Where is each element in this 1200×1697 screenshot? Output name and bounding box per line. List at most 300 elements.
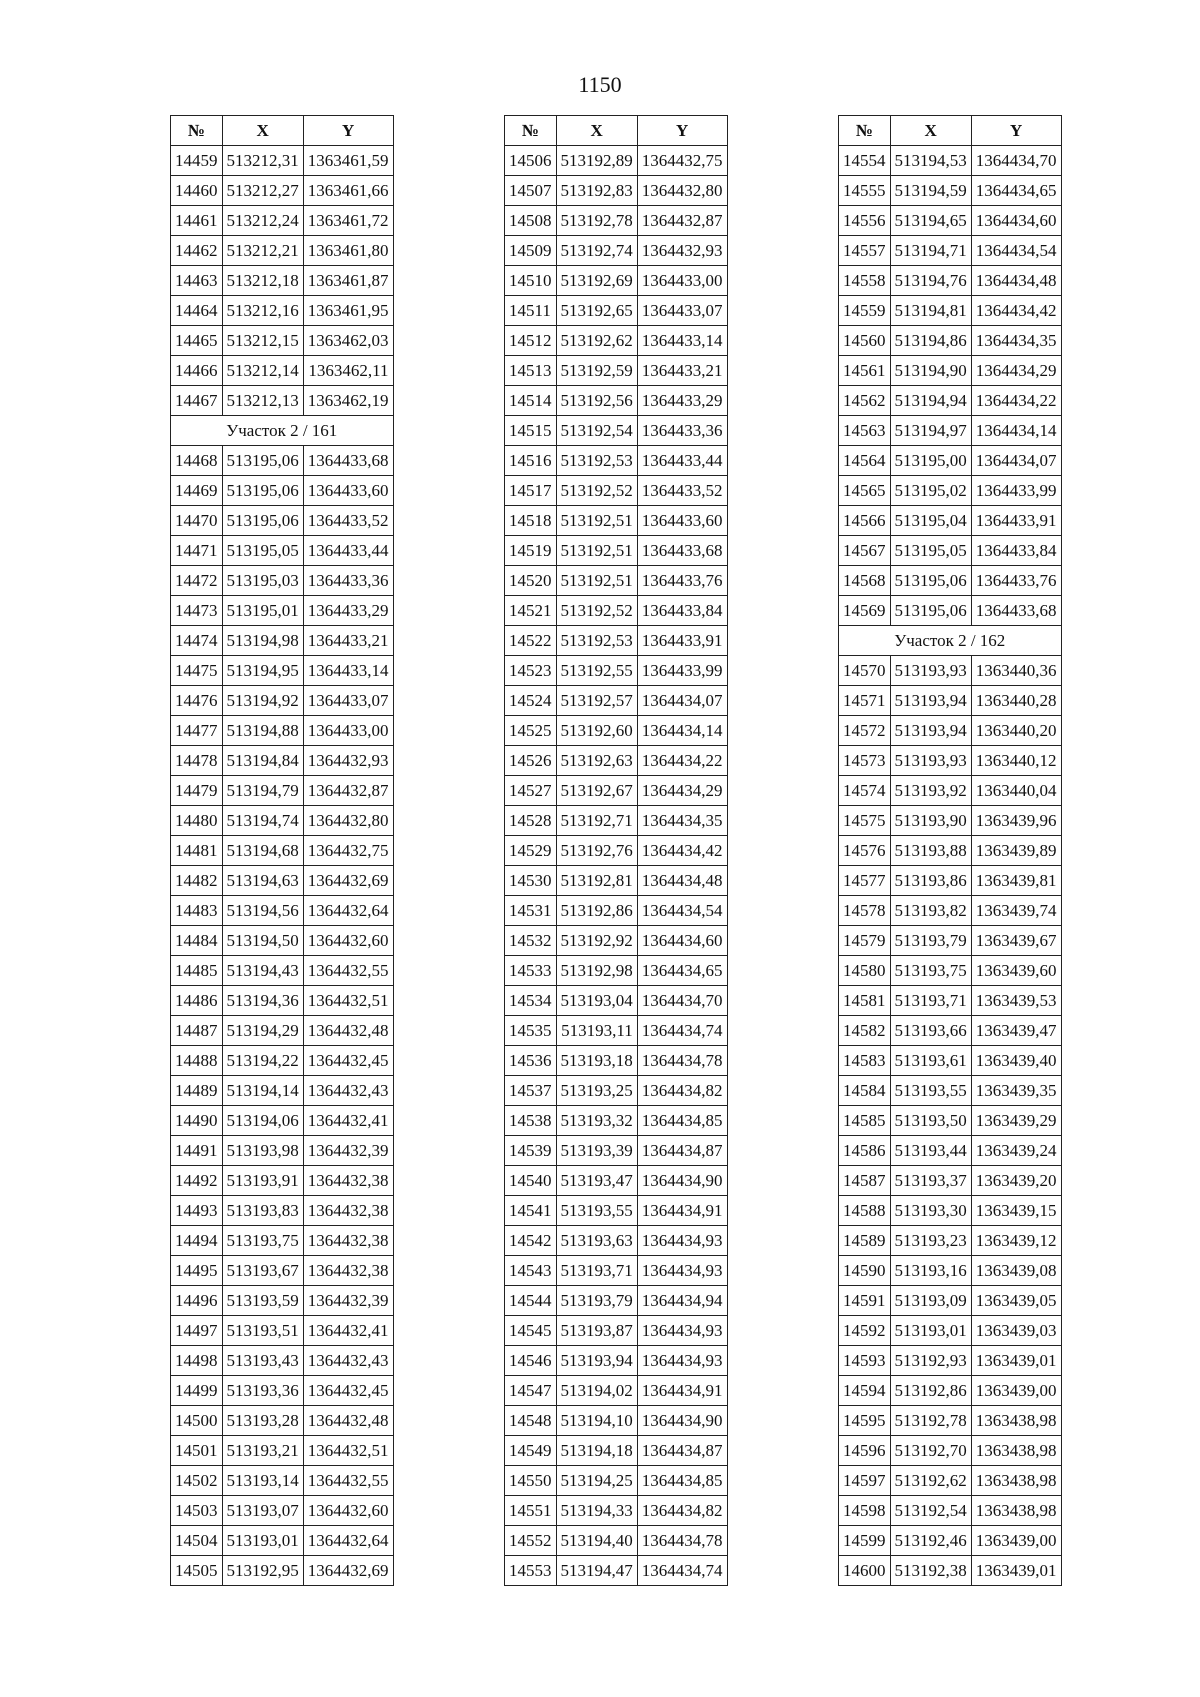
- cell-y: 1364434,91: [637, 1376, 727, 1406]
- table-row: [505, 806, 728, 836]
- table-row: [171, 1406, 394, 1436]
- cell-y: 1364433,36: [303, 566, 393, 596]
- table-row: [171, 1496, 394, 1526]
- table-row: [839, 206, 1062, 236]
- cell-y: 1364434,60: [971, 206, 1061, 236]
- table-row: [171, 386, 394, 416]
- cell-y: 1364434,42: [971, 296, 1061, 326]
- table-row: [839, 356, 1062, 386]
- table-row: [171, 476, 394, 506]
- cell-y: 1363439,67: [971, 926, 1061, 956]
- cell-y: 1363439,29: [971, 1106, 1061, 1136]
- cell-y: 1364433,68: [303, 446, 393, 476]
- column-header: №: [839, 116, 891, 146]
- cell-x: 513195,01: [222, 596, 303, 626]
- cell-y: 1364433,68: [971, 596, 1061, 626]
- cell-y: 1364432,64: [303, 896, 393, 926]
- table-row: [505, 1046, 728, 1076]
- cell-num: 14562: [839, 386, 891, 416]
- cell-x: 513194,47: [556, 1556, 637, 1586]
- table-row: [839, 896, 1062, 926]
- cell-num: 14566: [839, 506, 891, 536]
- cell-x: 513193,36: [222, 1376, 303, 1406]
- table-row: [505, 566, 728, 596]
- cell-y: 1364432,51: [303, 986, 393, 1016]
- table-row: [839, 1526, 1062, 1556]
- cell-num: 14522: [505, 626, 557, 656]
- cell-num: 14465: [171, 326, 223, 356]
- cell-num: 14564: [839, 446, 891, 476]
- table-row: [171, 1316, 394, 1346]
- column-header: №: [171, 116, 223, 146]
- cell-x: 513212,21: [222, 236, 303, 266]
- cell-y: 1364433,00: [303, 716, 393, 746]
- cell-x: 513193,94: [890, 686, 971, 716]
- table-row: [171, 866, 394, 896]
- cell-x: 513193,71: [556, 1256, 637, 1286]
- cell-x: 513193,82: [890, 896, 971, 926]
- table-row: [171, 146, 394, 176]
- cell-y: 1363461,59: [303, 146, 393, 176]
- cell-x: 513192,98: [556, 956, 637, 986]
- cell-num: 14491: [171, 1136, 223, 1166]
- table-row: [505, 656, 728, 686]
- cell-x: 513192,53: [556, 446, 637, 476]
- cell-x: 513194,02: [556, 1376, 637, 1406]
- cell-num: 14592: [839, 1316, 891, 1346]
- table-row: [505, 176, 728, 206]
- cell-x: 513192,86: [556, 896, 637, 926]
- cell-y: 1364434,90: [637, 1166, 727, 1196]
- cell-x: 513194,50: [222, 926, 303, 956]
- table-row: [171, 506, 394, 536]
- cell-x: 513194,90: [890, 356, 971, 386]
- cell-x: 513194,98: [222, 626, 303, 656]
- cell-num: 14504: [171, 1526, 223, 1556]
- cell-num: 14537: [505, 1076, 557, 1106]
- cell-num: 14570: [839, 656, 891, 686]
- coordinate-table-1: [170, 115, 394, 1586]
- cell-y: 1364432,93: [637, 236, 727, 266]
- table-row: [505, 896, 728, 926]
- table-row: [505, 1016, 728, 1046]
- cell-y: 1363462,03: [303, 326, 393, 356]
- cell-x: 513193,09: [890, 1286, 971, 1316]
- table-row: [505, 206, 728, 236]
- cell-num: 14536: [505, 1046, 557, 1076]
- table-row: [839, 266, 1062, 296]
- table-header-row: [839, 116, 1062, 146]
- cell-num: 14589: [839, 1226, 891, 1256]
- cell-num: 14561: [839, 356, 891, 386]
- cell-num: 14554: [839, 146, 891, 176]
- cell-x: 513193,59: [222, 1286, 303, 1316]
- cell-y: 1364432,64: [303, 1526, 393, 1556]
- cell-x: 513192,70: [890, 1436, 971, 1466]
- cell-num: 14501: [171, 1436, 223, 1466]
- table-row: [171, 686, 394, 716]
- table-row: [505, 1526, 728, 1556]
- cell-y: 1364433,91: [971, 506, 1061, 536]
- cell-x: 513193,93: [890, 656, 971, 686]
- table-row: [171, 536, 394, 566]
- cell-x: 513193,23: [890, 1226, 971, 1256]
- table-row: [171, 776, 394, 806]
- cell-x: 513193,92: [890, 776, 971, 806]
- cell-num: 14497: [171, 1316, 223, 1346]
- cell-y: 1364432,43: [303, 1346, 393, 1376]
- section-row: [839, 626, 1062, 656]
- table-row: [171, 566, 394, 596]
- cell-num: 14597: [839, 1466, 891, 1496]
- cell-num: 14595: [839, 1406, 891, 1436]
- table-row: [171, 356, 394, 386]
- cell-num: 14557: [839, 236, 891, 266]
- cell-num: 14596: [839, 1436, 891, 1466]
- cell-num: 14594: [839, 1376, 891, 1406]
- table-row: [505, 1436, 728, 1466]
- cell-num: 14474: [171, 626, 223, 656]
- table-row: [839, 866, 1062, 896]
- cell-y: 1363439,81: [971, 866, 1061, 896]
- cell-y: 1364432,93: [303, 746, 393, 776]
- table-row: [171, 656, 394, 686]
- cell-x: 513194,76: [890, 266, 971, 296]
- table-row: [839, 446, 1062, 476]
- cell-num: 14560: [839, 326, 891, 356]
- cell-num: 14546: [505, 1346, 557, 1376]
- cell-y: 1364432,38: [303, 1166, 393, 1196]
- cell-x: 513193,14: [222, 1466, 303, 1496]
- cell-num: 14580: [839, 956, 891, 986]
- cell-y: 1363438,98: [971, 1496, 1061, 1526]
- cell-y: 1364433,44: [303, 536, 393, 566]
- cell-y: 1364433,91: [637, 626, 727, 656]
- cell-num: 14515: [505, 416, 557, 446]
- cell-x: 513195,05: [222, 536, 303, 566]
- table-row: [171, 746, 394, 776]
- cell-y: 1363440,20: [971, 716, 1061, 746]
- cell-x: 513193,04: [556, 986, 637, 1016]
- cell-x: 513194,14: [222, 1076, 303, 1106]
- cell-y: 1364434,22: [637, 746, 727, 776]
- cell-y: 1364432,75: [637, 146, 727, 176]
- cell-y: 1364433,99: [971, 476, 1061, 506]
- cell-y: 1363461,66: [303, 176, 393, 206]
- table-row: [171, 236, 394, 266]
- cell-num: 14558: [839, 266, 891, 296]
- cell-y: 1364433,68: [637, 536, 727, 566]
- cell-x: 513194,63: [222, 866, 303, 896]
- cell-x: 513193,88: [890, 836, 971, 866]
- cell-num: 14572: [839, 716, 891, 746]
- cell-x: 513192,52: [556, 476, 637, 506]
- cell-x: 513194,88: [222, 716, 303, 746]
- cell-x: 513192,78: [890, 1406, 971, 1436]
- cell-y: 1364433,07: [303, 686, 393, 716]
- cell-y: 1363438,98: [971, 1466, 1061, 1496]
- cell-x: 513194,06: [222, 1106, 303, 1136]
- cell-x: 513194,43: [222, 956, 303, 986]
- cell-num: 14510: [505, 266, 557, 296]
- cell-num: 14512: [505, 326, 557, 356]
- cell-y: 1363440,28: [971, 686, 1061, 716]
- cell-x: 513193,50: [890, 1106, 971, 1136]
- table-row: [171, 1556, 394, 1586]
- cell-x: 513193,30: [890, 1196, 971, 1226]
- cell-x: 513192,56: [556, 386, 637, 416]
- cell-x: 513192,89: [556, 146, 637, 176]
- cell-x: 513194,40: [556, 1526, 637, 1556]
- cell-num: 14551: [505, 1496, 557, 1526]
- cell-num: 14539: [505, 1136, 557, 1166]
- cell-y: 1364434,70: [971, 146, 1061, 176]
- cell-x: 513192,52: [556, 596, 637, 626]
- cell-num: 14599: [839, 1526, 891, 1556]
- cell-x: 513193,90: [890, 806, 971, 836]
- section-row: [171, 416, 394, 446]
- cell-num: 14476: [171, 686, 223, 716]
- cell-num: 14468: [171, 446, 223, 476]
- cell-y: 1363461,80: [303, 236, 393, 266]
- cell-x: 513192,62: [556, 326, 637, 356]
- cell-y: 1363439,24: [971, 1136, 1061, 1166]
- table-row: [171, 1286, 394, 1316]
- cell-num: 14488: [171, 1046, 223, 1076]
- table-row: [505, 956, 728, 986]
- cell-x: 513193,28: [222, 1406, 303, 1436]
- cell-num: 14464: [171, 296, 223, 326]
- cell-y: 1364433,14: [303, 656, 393, 686]
- table-row: [839, 146, 1062, 176]
- cell-x: 513192,62: [890, 1466, 971, 1496]
- cell-num: 14461: [171, 206, 223, 236]
- cell-x: 513212,18: [222, 266, 303, 296]
- cell-x: 513195,06: [890, 566, 971, 596]
- cell-x: 513195,06: [890, 596, 971, 626]
- cell-num: 14520: [505, 566, 557, 596]
- cell-y: 1364432,55: [303, 956, 393, 986]
- table-row: [839, 1316, 1062, 1346]
- cell-x: 513193,63: [556, 1226, 637, 1256]
- cell-x: 513192,51: [556, 536, 637, 566]
- cell-num: 14459: [171, 146, 223, 176]
- cell-x: 513192,81: [556, 866, 637, 896]
- cell-num: 14529: [505, 836, 557, 866]
- cell-num: 14484: [171, 926, 223, 956]
- cell-y: 1364433,76: [971, 566, 1061, 596]
- cell-num: 14600: [839, 1556, 891, 1586]
- cell-y: 1364434,78: [637, 1046, 727, 1076]
- column-header: Y: [971, 116, 1061, 146]
- cell-x: 513194,25: [556, 1466, 637, 1496]
- cell-num: 14583: [839, 1046, 891, 1076]
- table-row: [505, 1406, 728, 1436]
- cell-y: 1364434,94: [637, 1286, 727, 1316]
- cell-x: 513192,78: [556, 206, 637, 236]
- cell-y: 1364434,93: [637, 1346, 727, 1376]
- cell-x: 513193,91: [222, 1166, 303, 1196]
- coordinate-table-2: [504, 115, 728, 1586]
- cell-x: 513193,83: [222, 1196, 303, 1226]
- table-row: [839, 656, 1062, 686]
- cell-num: 14481: [171, 836, 223, 866]
- table-row: [839, 746, 1062, 776]
- section-title: Участок 2 / 161: [171, 416, 394, 446]
- cell-y: 1363440,36: [971, 656, 1061, 686]
- table-row: [171, 836, 394, 866]
- table-row: [839, 1406, 1062, 1436]
- cell-num: 14477: [171, 716, 223, 746]
- table-row: [505, 1556, 728, 1586]
- cell-num: 14590: [839, 1256, 891, 1286]
- cell-y: 1364434,60: [637, 926, 727, 956]
- cell-y: 1364433,36: [637, 416, 727, 446]
- cell-y: 1364434,35: [971, 326, 1061, 356]
- cell-y: 1364434,87: [637, 1436, 727, 1466]
- table-row: [839, 1106, 1062, 1136]
- cell-num: 14483: [171, 896, 223, 926]
- table-row: [505, 596, 728, 626]
- cell-num: 14573: [839, 746, 891, 776]
- table-row: [839, 566, 1062, 596]
- cell-num: 14532: [505, 926, 557, 956]
- cell-y: 1364434,91: [637, 1196, 727, 1226]
- cell-x: 513192,83: [556, 176, 637, 206]
- cell-x: 513193,79: [556, 1286, 637, 1316]
- table-row: [171, 1226, 394, 1256]
- table-row: [505, 986, 728, 1016]
- cell-x: 513193,07: [222, 1496, 303, 1526]
- cell-y: 1363439,89: [971, 836, 1061, 866]
- table-row: [505, 926, 728, 956]
- cell-x: 513193,47: [556, 1166, 637, 1196]
- cell-y: 1364433,99: [637, 656, 727, 686]
- cell-x: 513194,71: [890, 236, 971, 266]
- cell-x: 513192,63: [556, 746, 637, 776]
- cell-x: 513192,65: [556, 296, 637, 326]
- cell-y: 1364432,75: [303, 836, 393, 866]
- table-row: [505, 1106, 728, 1136]
- cell-num: 14475: [171, 656, 223, 686]
- table-row: [505, 146, 728, 176]
- cell-num: 14540: [505, 1166, 557, 1196]
- cell-y: 1364434,29: [971, 356, 1061, 386]
- cell-x: 513193,51: [222, 1316, 303, 1346]
- table-row: [505, 1136, 728, 1166]
- table-row: [171, 596, 394, 626]
- cell-num: 14487: [171, 1016, 223, 1046]
- table-row: [505, 1226, 728, 1256]
- cell-num: 14524: [505, 686, 557, 716]
- cell-num: 14469: [171, 476, 223, 506]
- cell-num: 14478: [171, 746, 223, 776]
- table-row: [505, 536, 728, 566]
- cell-x: 513192,38: [890, 1556, 971, 1586]
- cell-num: 14521: [505, 596, 557, 626]
- cell-y: 1364434,48: [637, 866, 727, 896]
- table-row: [839, 1226, 1062, 1256]
- cell-num: 14543: [505, 1256, 557, 1286]
- cell-x: 513193,01: [890, 1316, 971, 1346]
- cell-num: 14505: [171, 1556, 223, 1586]
- cell-y: 1364432,60: [303, 1496, 393, 1526]
- table-row: [839, 1046, 1062, 1076]
- cell-x: 513193,75: [222, 1226, 303, 1256]
- cell-x: 513192,59: [556, 356, 637, 386]
- table-row: [839, 1286, 1062, 1316]
- cell-y: 1364434,90: [637, 1406, 727, 1436]
- cell-num: 14542: [505, 1226, 557, 1256]
- table-row: [171, 1106, 394, 1136]
- cell-y: 1363439,47: [971, 1016, 1061, 1046]
- cell-num: 14579: [839, 926, 891, 956]
- cell-num: 14549: [505, 1436, 557, 1466]
- cell-y: 1364432,60: [303, 926, 393, 956]
- cell-x: 513194,81: [890, 296, 971, 326]
- table-row: [505, 626, 728, 656]
- cell-num: 14507: [505, 176, 557, 206]
- cell-num: 14513: [505, 356, 557, 386]
- cell-y: 1363439,12: [971, 1226, 1061, 1256]
- cell-x: 513193,16: [890, 1256, 971, 1286]
- table-row: [171, 956, 394, 986]
- cell-x: 513193,79: [890, 926, 971, 956]
- table-row: [505, 1346, 728, 1376]
- cell-num: 14514: [505, 386, 557, 416]
- cell-num: 14538: [505, 1106, 557, 1136]
- cell-num: 14563: [839, 416, 891, 446]
- cell-x: 513212,16: [222, 296, 303, 326]
- table-header-row: [505, 116, 728, 146]
- cell-y: 1363461,72: [303, 206, 393, 236]
- table-row: [839, 1466, 1062, 1496]
- table-row: [839, 536, 1062, 566]
- cell-y: 1364434,22: [971, 386, 1061, 416]
- cell-x: 513193,71: [890, 986, 971, 1016]
- cell-num: 14535: [505, 1016, 557, 1046]
- cell-y: 1364434,85: [637, 1106, 727, 1136]
- cell-num: 14568: [839, 566, 891, 596]
- cell-y: 1364434,82: [637, 1496, 727, 1526]
- table-row: [839, 986, 1062, 1016]
- cell-x: 513194,59: [890, 176, 971, 206]
- cell-y: 1363461,95: [303, 296, 393, 326]
- table-row: [171, 266, 394, 296]
- cell-y: 1364432,55: [303, 1466, 393, 1496]
- cell-y: 1364432,41: [303, 1316, 393, 1346]
- cell-x: 513193,55: [556, 1196, 637, 1226]
- cell-num: 14544: [505, 1286, 557, 1316]
- cell-num: 14470: [171, 506, 223, 536]
- table-row: [839, 1436, 1062, 1466]
- cell-num: 14586: [839, 1136, 891, 1166]
- table-row: [505, 236, 728, 266]
- cell-num: 14482: [171, 866, 223, 896]
- table-row: [505, 446, 728, 476]
- cell-num: 14492: [171, 1166, 223, 1196]
- table-row: [171, 176, 394, 206]
- cell-x: 513193,01: [222, 1526, 303, 1556]
- table-row: [505, 266, 728, 296]
- cell-x: 513193,66: [890, 1016, 971, 1046]
- cell-num: 14472: [171, 566, 223, 596]
- table-row: [505, 476, 728, 506]
- cell-num: 14559: [839, 296, 891, 326]
- page-number: 1150: [578, 72, 622, 97]
- cell-num: 14574: [839, 776, 891, 806]
- table-row: [505, 1196, 728, 1226]
